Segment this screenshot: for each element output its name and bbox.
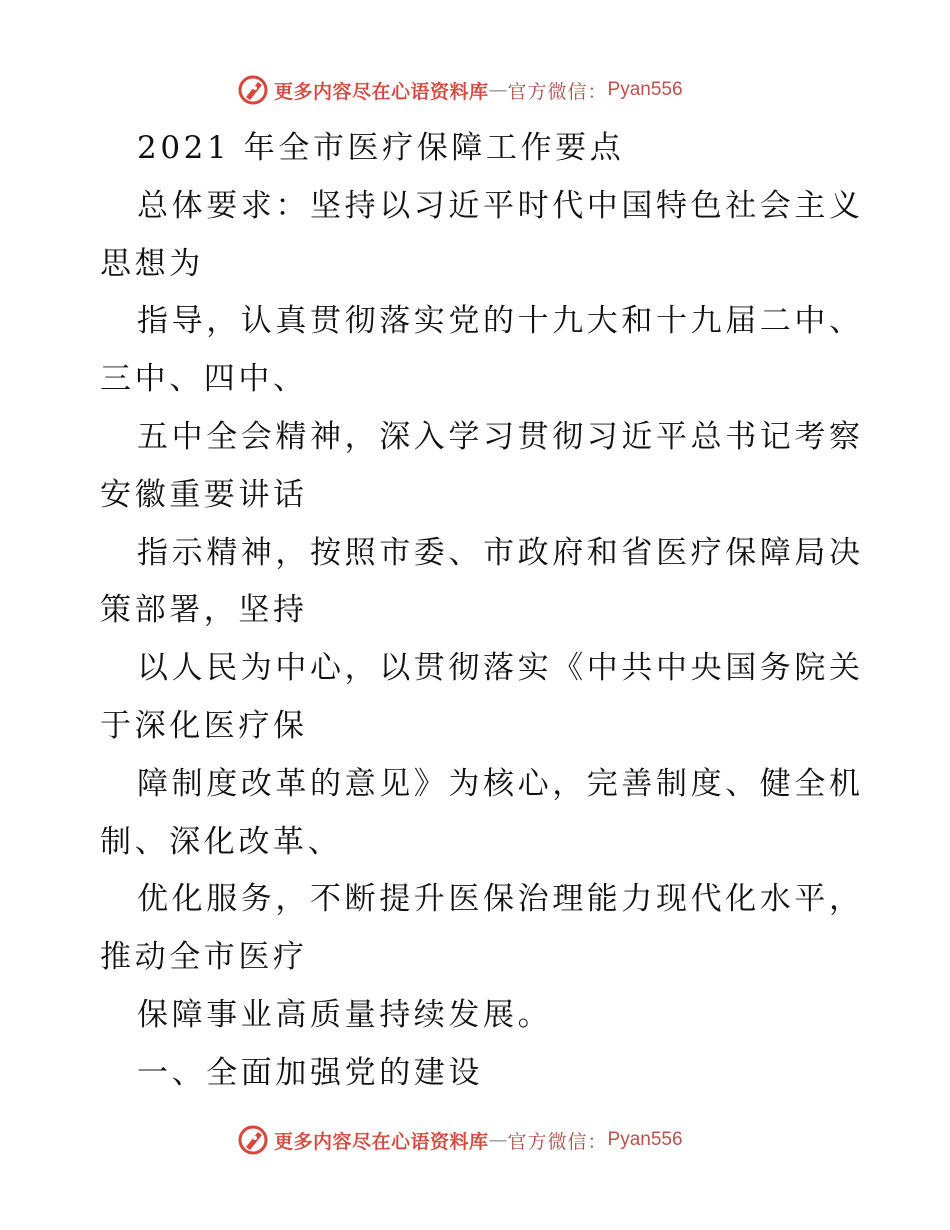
text-line: 制、深化改革、 — [100, 823, 343, 860]
document-body — [100, 120, 864, 1103]
watermark-brand: 更多内容尽在心语资料库 — [274, 80, 489, 103]
text-line: 以人民为中心，以贯彻落实《中共中央国务院关 — [137, 650, 864, 687]
text-line: 保障事业高质量持续发展。 — [137, 996, 553, 1033]
watermark-header — [236, 72, 683, 108]
watermark-brand: 更多内容尽在心语资料库 — [274, 1130, 489, 1153]
text-line: 五中全会精神，深入学习贯彻习近平总书记考察 — [137, 418, 864, 455]
pen-nib-logo-icon — [236, 1123, 270, 1157]
text-line: 总体要求：坚持以习近平时代中国特色社会主义 — [137, 187, 864, 224]
watermark-separator: — — [488, 79, 508, 101]
text-line: 推动全市医疗 — [100, 939, 308, 976]
text-line: 策部署，坚持 — [100, 592, 308, 629]
watermark-separator: — — [488, 1129, 508, 1151]
watermark-wechat-label: 官方微信： — [507, 80, 608, 103]
text-line: 安徽重要讲话 — [100, 476, 308, 513]
text-line: 思想为 — [100, 245, 204, 282]
text-line: 指示精神，按照市委、市政府和省医疗保障局决 — [137, 534, 864, 571]
watermark-footer — [236, 1122, 683, 1158]
text-line: 障制度改革的意见》为核心，完善制度、健全机 — [137, 765, 864, 802]
text-line: 于深化医疗保 — [100, 707, 308, 744]
pen-nib-logo-icon — [236, 73, 270, 107]
watermark-wechat-label: 官方微信： — [507, 1130, 608, 1153]
text-line: 三中、四中、 — [100, 361, 308, 398]
watermark-wechat-handle: Pyan556 — [607, 79, 683, 100]
document-title: 2021 年全市医疗保障工作要点 — [137, 130, 625, 166]
watermark-wechat-handle: Pyan556 — [607, 1129, 683, 1150]
text-line: 优化服务，不断提升医保治理能力现代化水平， — [137, 881, 864, 918]
section-heading: 一、全面加强党的建设 — [137, 1054, 483, 1091]
text-line: 指导，认真贯彻落实党的十九大和十九届二中、 — [137, 303, 864, 340]
